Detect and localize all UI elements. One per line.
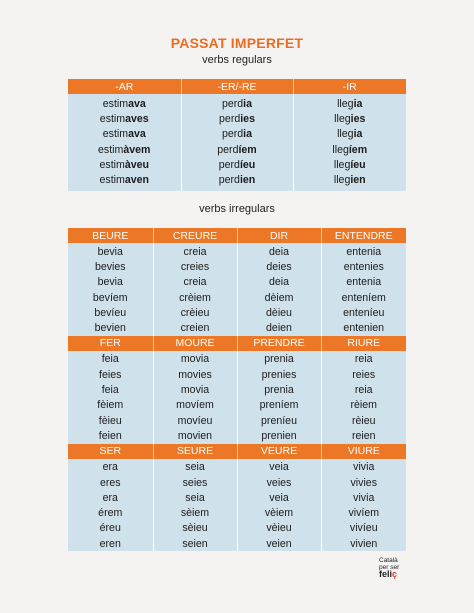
- irregular-cell: vèiem: [237, 505, 321, 520]
- irregular-cell: prenies: [237, 367, 321, 382]
- irregular-verb-header: VIURE: [321, 444, 406, 459]
- verb-stem: lleg: [334, 112, 351, 125]
- regular-cell: [293, 172, 406, 190]
- header-ir: -IR: [293, 79, 406, 94]
- irregular-cell: dèiem: [237, 290, 321, 305]
- irregular-cell: veies: [237, 475, 321, 490]
- irregular-row: [68, 536, 406, 551]
- verb-stem: lleg: [337, 128, 354, 141]
- regular-cell: [68, 142, 181, 157]
- verb-stem: estim: [99, 158, 125, 171]
- regular-cell: [181, 172, 293, 190]
- irregular-cell: movia: [153, 382, 237, 397]
- irregular-cell: bevies: [68, 259, 153, 274]
- irregular-cell: creies: [153, 259, 237, 274]
- irregular-cell: creia: [153, 243, 237, 259]
- irregular-cell: reien: [321, 428, 406, 443]
- irregular-cell: feia: [68, 351, 153, 367]
- regular-cell: [181, 142, 293, 157]
- irregular-cell: bevia: [68, 243, 153, 259]
- verb-ending: íem: [238, 143, 257, 156]
- irregular-header-row: [68, 444, 406, 459]
- verb-stem: lleg: [333, 174, 351, 187]
- regular-verbs-table: [68, 79, 406, 191]
- verb-stem: lleg: [333, 158, 351, 171]
- irregular-cell: bevia: [68, 275, 153, 290]
- irregular-cell: veia: [237, 459, 321, 475]
- irregular-cell: veia: [237, 490, 321, 505]
- irregular-cell: deien: [237, 320, 321, 335]
- irregular-cell: seien: [153, 536, 237, 551]
- irregular-cell: sèieu: [153, 521, 237, 536]
- verb-stem: estim: [102, 97, 129, 110]
- verb-ending: ia: [353, 97, 363, 110]
- verb-stem: perd: [221, 128, 244, 141]
- regular-row: [68, 127, 406, 142]
- irregular-row: [68, 475, 406, 490]
- irregular-cell: érem: [68, 505, 153, 520]
- irregular-cell: deia: [237, 275, 321, 290]
- irregular-cell: era: [68, 459, 153, 475]
- verb-ending: íeu: [350, 158, 366, 171]
- verb-stem: perd: [217, 143, 239, 156]
- irregular-cell: rèiem: [321, 398, 406, 413]
- logo-brand: [379, 571, 399, 578]
- irregular-verb-header: SEURE: [153, 444, 237, 459]
- irregular-cell: rèieu: [321, 413, 406, 428]
- verb-stem: estim: [99, 174, 125, 187]
- verb-stem: perd: [218, 158, 240, 171]
- irregular-cell: feies: [68, 367, 153, 382]
- irregular-header-row: [68, 336, 406, 351]
- brand-logo: [379, 557, 399, 578]
- verb-stem: estim: [99, 112, 126, 125]
- regular-cell: [293, 127, 406, 142]
- irregular-cell: enteníeu: [321, 305, 406, 320]
- verb-ending: ien: [239, 174, 256, 187]
- regular-row: [68, 142, 406, 157]
- irregular-row: [68, 351, 406, 367]
- regular-verbs-subtitle: verbs regulars: [202, 54, 272, 66]
- verb-ending: ia: [243, 128, 253, 141]
- verb-stem: lleg: [337, 97, 354, 110]
- irregular-row: [68, 428, 406, 443]
- irregular-cell: movien: [153, 428, 237, 443]
- irregular-verb-header: DIR: [237, 228, 321, 243]
- irregular-cell: preníeu: [237, 413, 321, 428]
- regular-cell: [181, 94, 293, 111]
- irregular-cell: seia: [153, 459, 237, 475]
- irregular-cell: dèieu: [237, 305, 321, 320]
- irregular-cell: fèieu: [68, 413, 153, 428]
- regular-cell: [293, 157, 406, 172]
- verb-stem: estim: [102, 128, 129, 141]
- verb-ending: ia: [353, 128, 363, 141]
- verb-ending: àvem: [123, 143, 151, 156]
- irregular-cell: vivíeu: [321, 521, 406, 536]
- irregular-cell: eres: [68, 475, 153, 490]
- irregular-cell: entenia: [321, 275, 406, 290]
- irregular-cell: fèiem: [68, 398, 153, 413]
- irregular-cell: feien: [68, 428, 153, 443]
- irregular-verb-header: CREURE: [153, 228, 237, 243]
- irregular-verb-header: VEURE: [237, 444, 321, 459]
- regular-cell: [293, 94, 406, 111]
- regular-cell: [293, 142, 406, 157]
- irregular-row: [68, 505, 406, 520]
- irregular-cell: creien: [153, 320, 237, 335]
- irregular-verb-header: RIURE: [321, 336, 406, 351]
- irregular-cell: enteníem: [321, 290, 406, 305]
- irregular-row: [68, 490, 406, 505]
- irregular-verbs-subtitle: verbs irregulars: [199, 203, 275, 215]
- irregular-cell: entenien: [321, 320, 406, 335]
- regular-cell: [68, 157, 181, 172]
- irregular-cell: crèieu: [153, 305, 237, 320]
- irregular-header-row: [68, 228, 406, 243]
- irregular-cell: entenia: [321, 243, 406, 259]
- logo-line-2: per ser: [379, 564, 400, 571]
- verb-ending: àveu: [124, 158, 149, 171]
- irregular-cell: feia: [68, 382, 153, 397]
- irregular-cell: crèiem: [153, 290, 237, 305]
- regular-row: [68, 172, 406, 190]
- irregular-row: [68, 320, 406, 335]
- irregular-cell: bevíem: [68, 290, 153, 305]
- irregular-cell: entenies: [321, 259, 406, 274]
- verb-ending: ia: [243, 97, 253, 110]
- page-title: PASSAT IMPERFET: [170, 35, 304, 51]
- irregular-cell: vivien: [321, 536, 406, 551]
- irregular-cell: preníem: [237, 398, 321, 413]
- verb-ending: aven: [124, 174, 149, 187]
- irregular-cell: veien: [237, 536, 321, 551]
- logo-brand-accent: ç: [392, 569, 398, 579]
- regular-row: [68, 94, 406, 111]
- irregular-cell: era: [68, 490, 153, 505]
- regular-cell: [293, 111, 406, 126]
- irregular-cell: prenia: [237, 382, 321, 397]
- regular-row: [68, 157, 406, 172]
- irregular-cell: movia: [153, 351, 237, 367]
- verb-stem: perd: [219, 112, 241, 125]
- irregular-row: [68, 459, 406, 475]
- regular-cell: [181, 111, 293, 126]
- verb-ending: ava: [128, 97, 146, 110]
- irregular-row: [68, 243, 406, 259]
- irregular-row: [68, 413, 406, 428]
- verb-ending: ies: [240, 112, 255, 125]
- header-er-re: -ER/-RE: [181, 79, 293, 94]
- irregular-row: [68, 521, 406, 536]
- irregular-verb-header: MOURE: [153, 336, 237, 351]
- irregular-cell: deies: [237, 259, 321, 274]
- verb-stem: lleg: [332, 143, 349, 156]
- regular-row: [68, 111, 406, 126]
- irregular-row: [68, 382, 406, 397]
- irregular-cell: vivia: [321, 490, 406, 505]
- logo-line-1: Català: [379, 557, 398, 564]
- irregular-row: [68, 290, 406, 305]
- irregular-cell: eren: [68, 536, 153, 551]
- irregular-verb-header: FER: [68, 336, 153, 351]
- verb-ending: ien: [350, 174, 366, 187]
- irregular-row: [68, 275, 406, 290]
- regular-header-row: [68, 79, 406, 94]
- regular-cell: [181, 157, 293, 172]
- irregular-cell: vivíem: [321, 505, 406, 520]
- irregular-cell: movíeu: [153, 413, 237, 428]
- irregular-cell: movíem: [153, 398, 237, 413]
- regular-cell: [68, 127, 181, 142]
- irregular-cell: reies: [321, 367, 406, 382]
- irregular-row: [68, 367, 406, 382]
- header-ar: -AR: [68, 79, 181, 94]
- irregular-row: [68, 398, 406, 413]
- irregular-verb-header: BEURE: [68, 228, 153, 243]
- verb-stem: perd: [218, 174, 240, 187]
- verb-ending: aves: [125, 112, 149, 125]
- irregular-cell: seies: [153, 475, 237, 490]
- regular-cell: [181, 127, 293, 142]
- irregular-cell: seia: [153, 490, 237, 505]
- irregular-verb-header: PRENDRE: [237, 336, 321, 351]
- logo-brand-main: feli: [379, 569, 393, 579]
- regular-cell: [68, 94, 181, 111]
- irregular-cell: reia: [321, 382, 406, 397]
- irregular-cell: prenien: [237, 428, 321, 443]
- verb-stem: estim: [98, 143, 124, 156]
- irregular-cell: éreu: [68, 521, 153, 536]
- verb-stem: perd: [221, 97, 244, 110]
- irregular-row: [68, 259, 406, 274]
- irregular-cell: movies: [153, 367, 237, 382]
- irregular-cell: vèieu: [237, 521, 321, 536]
- irregular-row: [68, 305, 406, 320]
- irregular-cell: creia: [153, 275, 237, 290]
- irregular-verb-header: SER: [68, 444, 153, 459]
- irregular-cell: vivia: [321, 459, 406, 475]
- irregular-cell: prenia: [237, 351, 321, 367]
- verb-ending: íeu: [239, 158, 256, 171]
- regular-cell: [68, 172, 181, 190]
- verb-ending: íem: [348, 143, 368, 156]
- regular-cell: [68, 111, 181, 126]
- irregular-verb-header: ENTENDRE: [321, 228, 406, 243]
- verb-ending: ies: [350, 112, 366, 125]
- irregular-cell: vivies: [321, 475, 406, 490]
- irregular-cell: reia: [321, 351, 406, 367]
- verb-ending: ava: [128, 128, 146, 141]
- irregular-cell: bevíeu: [68, 305, 153, 320]
- irregular-cell: deia: [237, 243, 321, 259]
- irregular-cell: bevien: [68, 320, 153, 335]
- irregular-cell: sèiem: [153, 505, 237, 520]
- irregular-verbs-table: [68, 228, 406, 551]
